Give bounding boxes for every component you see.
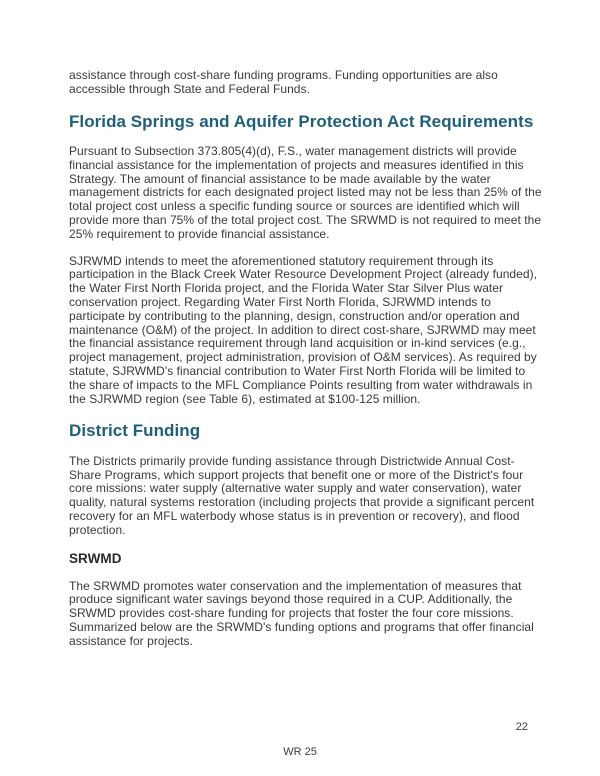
body-paragraph: SJRWMD intends to meet the aforementioned statutory requirement through its participation in the Black Creek Water Resource Development Project (already funded), the Water First North Florida project, and the Florida Water Star Silver Plus water conservation project. Regarding Water First North Florida, SJRWMD intends to participate by contributing to the planning, design, construction and/or operation and maintenance (O&M) of the project. In addition to direct cost-share, SJRWMD may meet the financial assistance requirement through land acquisition or in-kind services (e.g., project management, project administration, provision of O&M services). As required by statute, SJRWMD's financial contribution to Water First North Florida will be limited to the share of impacts to the MFL Compliance Points resulting from water withdrawals in the SJRWMD region (see Table 6), estimated at $100-125 million. — [69, 253, 538, 406]
body-paragraph: The SRWMD promotes water conservation and the implementation of measures that produce significant water savings beyond those required in a CUP. Additionally, the SRWMD provides cost-share funding for projects that foster the four core missions. Summarized below are the SRWMD's funding options and programs that offer financial assistance for projects. — [69, 578, 534, 648]
page-content — [69, 69, 542, 662]
body-paragraph: The Districts primarily provide funding assistance through Districtwide Annual Cost-Share Programs, which support projects that benefit one or more of the District's four core missions: water supply (alternative water supply and water conservation), water quality, natural systems restoration (including projects that provide a significant percent recovery for an MFL waterbody whose status is in prevention or recovery), and flood protection. — [69, 453, 535, 537]
page-number: 22 — [515, 721, 528, 733]
section-heading-district-funding: District Funding — [69, 421, 201, 441]
footer-doc-code: WR 25 — [283, 746, 317, 758]
section-heading-florida-springs-aquifer-protection: Florida Springs and Aquifer Protection Act Requirements — [69, 111, 534, 131]
body-paragraph: Pursuant to Subsection 373.805(4)(d), F.S., water management districts will provide financial assistance for the implementation of projects and measures identified in this Strategy. The amount of financial assistance to be made available by the water management districts for each designated project listed may not be less than 25% of the total project cost unless a specific funding source or sources are identified which will provide more than 75% of the total project cost. The SRWMD is not required to meet the 25% requirement to provide financial assistance. — [69, 143, 542, 241]
continuation-paragraph: assistance through cost-share funding programs. Funding opportunities are also accessible through State and Federal Funds. — [69, 68, 498, 96]
subsection-heading-srwmd: SRWMD — [69, 550, 122, 566]
